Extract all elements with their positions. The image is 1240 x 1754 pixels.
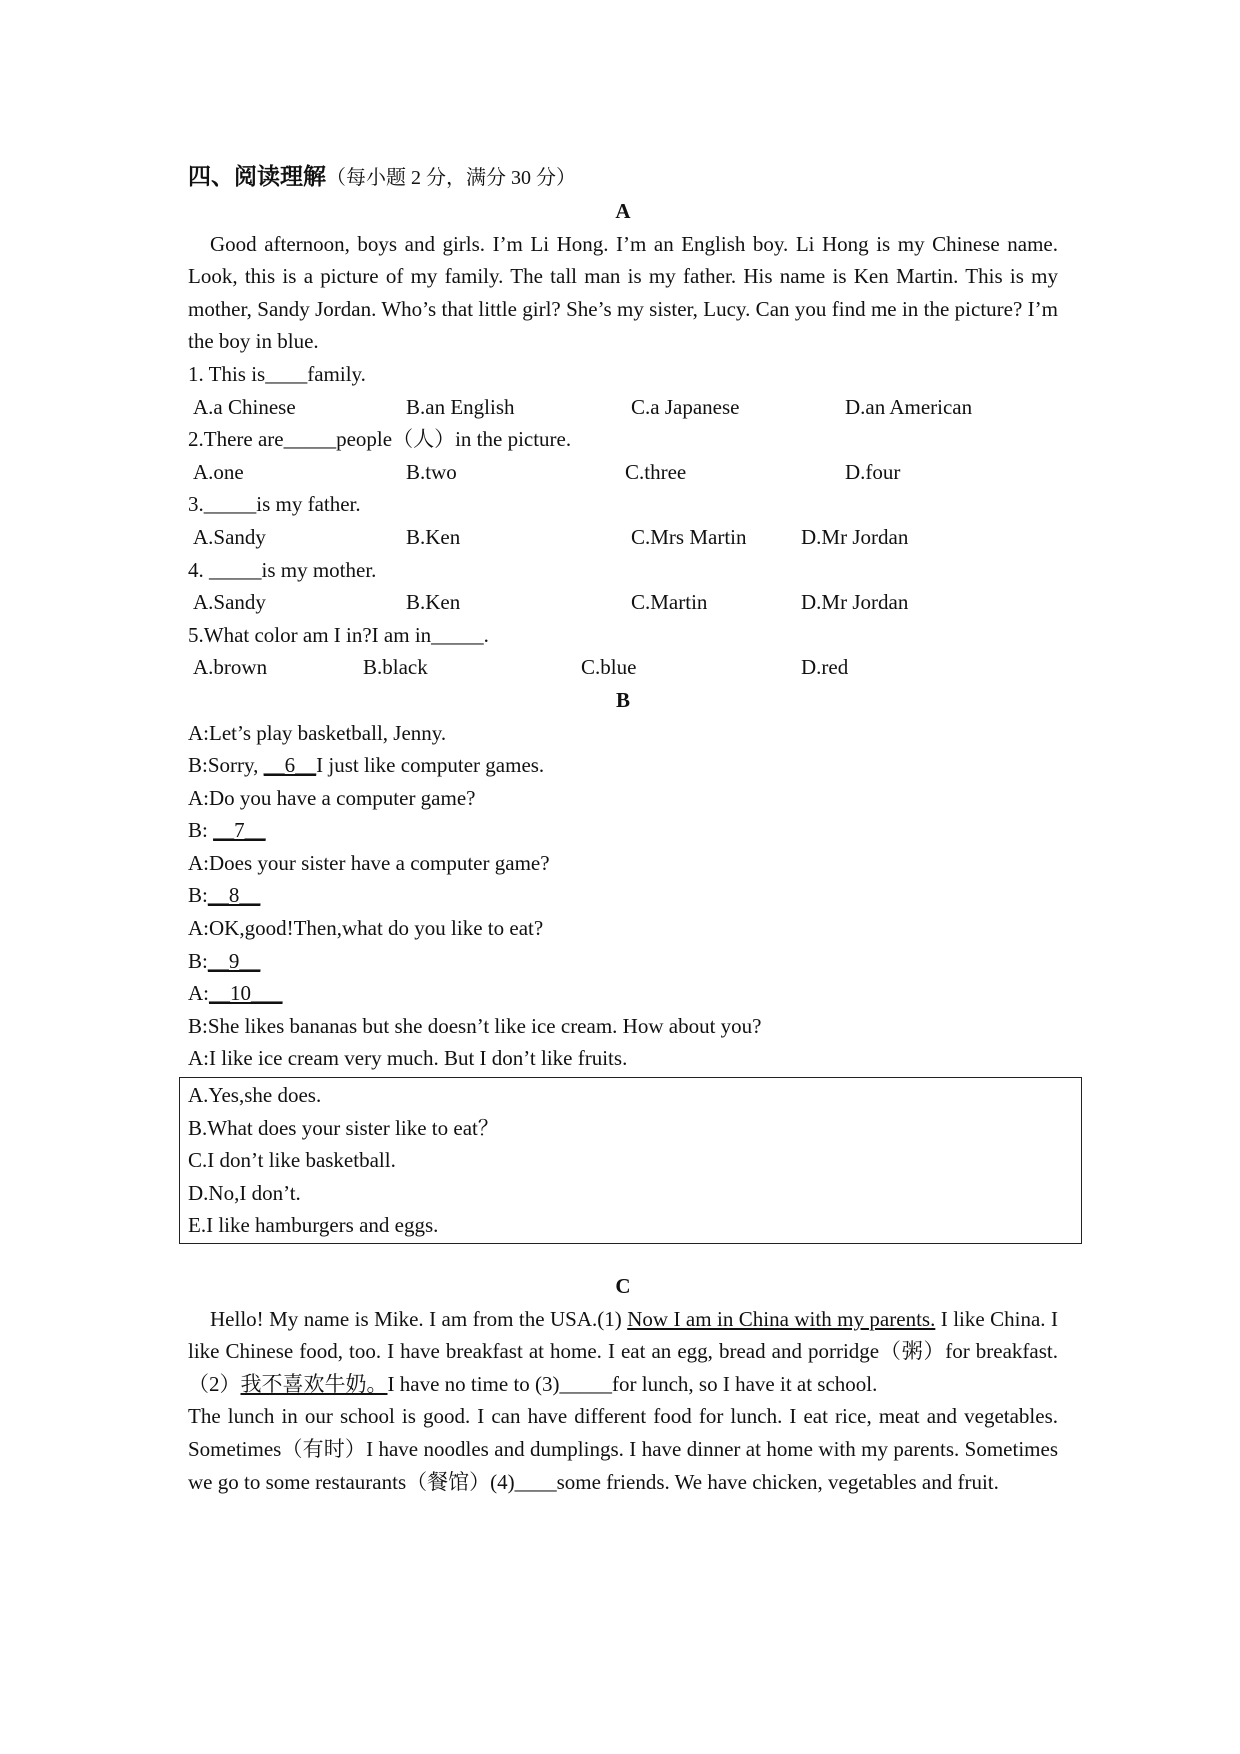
option-a: A.Sandy [193, 590, 266, 615]
dialogue-text: A:Does your sister have a computer game? [188, 850, 550, 875]
option-c: C.blue [581, 655, 637, 680]
question-stem: 2.There are_____people（人）in the picture. [188, 427, 572, 452]
question-options [188, 456, 1058, 489]
dialogue-text: A: [188, 981, 209, 1006]
option-b: B.Ken [406, 524, 461, 549]
underlined-sentence-1: Now I am in China with my parents. [627, 1306, 936, 1331]
paragraph-text: I have no time to (3)_____for lunch, so I have it at school. [387, 1371, 878, 1396]
dialogue-text: B: [188, 948, 208, 973]
passage-c-label: C [615, 1274, 631, 1298]
option-d: D.red [801, 655, 849, 680]
option-c: C.Mrs Martin [631, 524, 747, 549]
dialogue-line [188, 1010, 1058, 1043]
option-c: C.a Japanese [631, 394, 740, 419]
option-a: A.Sandy [193, 524, 266, 549]
option-c: C.Martin [631, 590, 708, 615]
option-b: B.an English [406, 394, 515, 419]
choice-item: C.I don’t like basketball. [188, 1148, 396, 1173]
dialogue-text: I just like computer games. [316, 753, 545, 778]
exam-page [188, 160, 1058, 1498]
underlined-sentence-2: 我不喜欢牛奶。 [240, 1371, 388, 1396]
option-a: A.brown [193, 655, 268, 680]
passage-c-paragraph-2: The lunch in our school is good. I can have different food for lunch. I eat rice, meat and vegetables. Sometimes（有时）I have noodles and dumplings. I have dinner at home with my parents. Sometimes we go to some restaurants（餐馆）(4)____some friends. We have chicken, vegetables and fruit. [188, 1404, 1058, 1494]
question-options [188, 521, 1058, 554]
choice-item: D.No,I don’t. [188, 1180, 301, 1205]
question-stem: 5.What color am I in?I am in_____. [188, 622, 489, 647]
answer-blank: __10___ [209, 981, 283, 1006]
option-b: B.black [363, 655, 428, 680]
choice-item: B.What does your sister like to eat？ [188, 1115, 499, 1140]
choice-item: E.I like hamburgers and eggs. [188, 1213, 439, 1238]
dialogue-line [188, 782, 1058, 815]
paragraph-text: Hello! My name is Mike. I am from the USA.(1) [210, 1306, 628, 1331]
dialogue-line [188, 912, 1058, 945]
choice-item: A.Yes,she does. [188, 1083, 322, 1108]
option-d: D.Mr Jordan [801, 524, 909, 549]
question-options [188, 651, 1058, 684]
answer-blank: __7__ [213, 818, 266, 843]
question-options [188, 391, 1058, 424]
section-heading [188, 160, 1058, 195]
dialogue-line [188, 1042, 1058, 1075]
question-stem: 4. _____is my mother. [188, 557, 377, 582]
answer-blank: __9__ [207, 948, 261, 973]
dialogue-line [188, 977, 1058, 1010]
dialogue-text: B:She likes bananas but she doesn’t like ice cream. How about you? [188, 1013, 762, 1038]
dialogue-text: B: [188, 883, 208, 908]
option-d: D.an American [845, 394, 973, 419]
dialogue-text: A:I like ice cream very much. But I don’t like fruits. [188, 1046, 628, 1071]
passage-b-label: B [615, 687, 630, 712]
option-c: C.three [625, 459, 687, 484]
dialogue-line [188, 749, 1058, 782]
section-title: 四、阅读理解 [188, 164, 326, 190]
option-a: A.one [193, 459, 244, 484]
question-stem: 1. This is____family. [188, 361, 366, 386]
dialogue-line [188, 847, 1058, 880]
question-stem: 3._____is my father. [188, 492, 361, 517]
option-b: B.Ken [406, 590, 461, 615]
paragraph-text: I like China. I like Chinese food, too. I have breakfast at home. I eat an egg, bread and porridge（粥）for breakfast.（2） [188, 1306, 1058, 1396]
option-a: A.a Chinese [193, 394, 296, 419]
passage-a-text: Good afternoon, boys and girls. I’m Li Hong. I’m an English boy. Li Hong is my Chinese name. Look, this is a picture of my family. The tall man is my father. His name is Ken Martin. This is my mother, Sandy Jordan. Who’s that little girl? She’s my sister, Lucy. Can you find me in the picture? I’m the boy in blue. [188, 231, 1058, 354]
option-d: D.four [845, 459, 901, 484]
dialogue-line [188, 879, 1058, 912]
dialogue-text: A:OK,good!Then,what do you like to eat? [188, 916, 544, 941]
dialogue-text: A:Let’s play basketball, Jenny. [188, 720, 447, 745]
dialogue-text: B:Sorry, [188, 753, 264, 778]
dialogue-line [188, 945, 1058, 978]
answer-choices-box [179, 1077, 1082, 1244]
passage-c-paragraph-1 [188, 1303, 1058, 1401]
dialogue-line [188, 717, 1058, 750]
dialogue-line [188, 814, 1058, 847]
dialogue-text: A:Do you have a computer game? [188, 785, 476, 810]
section-note: （每小题 2 分，满分 30 分） [326, 167, 576, 189]
option-d: D.Mr Jordan [801, 590, 909, 615]
dialogue-text: B: [188, 818, 214, 843]
option-b: B.two [406, 459, 457, 484]
passage-a-label: A [615, 199, 631, 223]
answer-blank: __6__ [263, 753, 317, 778]
question-options [188, 586, 1058, 619]
answer-blank: __8__ [207, 883, 261, 908]
